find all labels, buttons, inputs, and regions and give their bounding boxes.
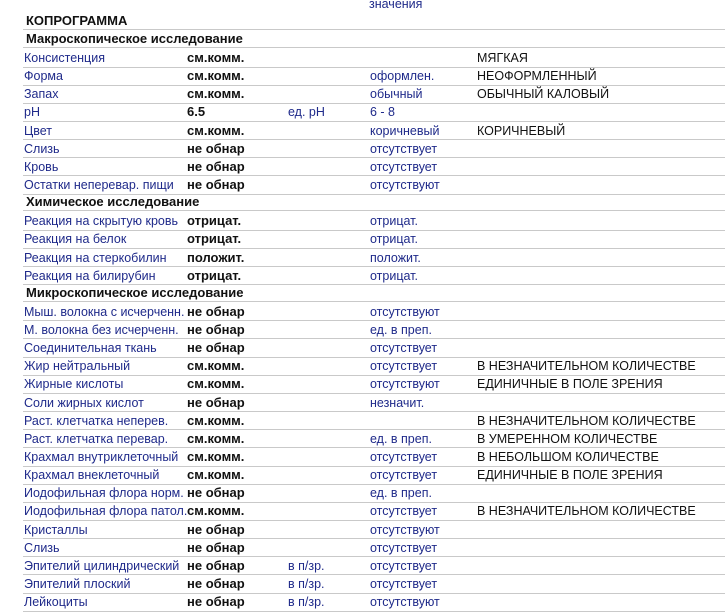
table-row [23, 357, 725, 376]
test-name: Консистенция [24, 51, 105, 65]
test-name: Жирные кислоты [24, 377, 124, 392]
test-name: Слизь [24, 141, 60, 156]
test-name: Иодофильная флора норм. [24, 486, 184, 501]
table-row [23, 521, 725, 540]
test-name: Раст. клетчатка перевар. [24, 431, 169, 446]
test-name: Раст. клетчатка неперев. [24, 413, 169, 428]
reference-value: оформлен. [370, 69, 435, 84]
reference-value: отсутствует [370, 468, 438, 483]
test-result: не обнар [187, 539, 245, 555]
report-title-text: КОПРОГРАММА [26, 13, 128, 28]
test-name: Цвет [24, 123, 53, 138]
test-comment: В НЕБОЛЬШОМ КОЛИЧЕСТВЕ [477, 450, 659, 464]
test-result: положит. [187, 249, 245, 265]
test-result: не обнар [187, 340, 245, 356]
test-name: Реакция на билирубин [24, 268, 156, 283]
test-result: 6.5 [187, 104, 206, 120]
table-row [23, 158, 725, 177]
table-row [23, 448, 725, 467]
reference-value: 6 - 8 [370, 105, 396, 120]
test-unit: ед. pH [288, 105, 325, 120]
test-unit: в п/зр. [288, 595, 325, 610]
test-comment: В НЕЗНАЧИТЕЛЬНОМ КОЛИЧЕСТВЕ [477, 359, 696, 374]
test-result: не обнар [187, 321, 245, 337]
report-title [23, 13, 725, 30]
reference-value: отсутствует [370, 141, 438, 156]
test-result: см.комм. [187, 68, 245, 84]
test-comment: В НЕЗНАЧИТЕЛЬНОМ КОЛИЧЕСТВЕ [477, 504, 696, 519]
test-name: Форма [24, 69, 63, 84]
test-name: Соединительная ткань [24, 341, 157, 356]
test-result: не обнар [187, 177, 245, 193]
test-name: Лейкоциты [24, 595, 88, 610]
reference-value: отрицат. [370, 268, 418, 283]
test-name: Реакция на стеркобилин [24, 250, 167, 265]
table-row [23, 484, 725, 503]
table-row [23, 103, 725, 122]
reference-value: отрицат. [370, 232, 418, 247]
test-result: не обнар [187, 140, 245, 156]
test-comment: В НЕЗНАЧИТЕЛЬНОМ КОЛИЧЕСТВЕ [477, 413, 696, 428]
reference-value: отсутствует [370, 504, 438, 519]
test-comment: ЕДИНИЧНЫЕ В ПОЛЕ ЗРЕНИЯ [477, 468, 663, 483]
table-row [23, 394, 725, 413]
reference-value: отсутствует [370, 450, 438, 464]
test-result: см.комм. [187, 449, 245, 464]
test-result: не обнар [187, 594, 245, 610]
reference-value: отсутствуют [370, 522, 440, 537]
test-name: Кровь [24, 159, 59, 174]
test-unit: в п/зр. [288, 577, 325, 592]
table-row [23, 539, 725, 558]
table-row [23, 67, 725, 86]
reference-value: отсутствует [370, 359, 438, 374]
test-comment: ЕДИНИЧНЫЕ В ПОЛЕ ЗРЕНИЯ [477, 377, 663, 392]
reference-column-header: значения [369, 0, 423, 11]
reference-value: ед. в преп. [370, 486, 432, 501]
reference-value: отсутствуют [370, 178, 440, 193]
test-name: Запах [24, 87, 59, 102]
section-title: Микроскопическое исследование [26, 284, 244, 300]
table-row [23, 176, 725, 195]
table-row [23, 49, 725, 68]
test-name: Кристаллы [24, 522, 88, 537]
test-result: см.комм. [187, 358, 245, 374]
test-comment: В УМЕРЕННОМ КОЛИЧЕСТВЕ [477, 431, 658, 446]
test-result: отрицат. [187, 213, 242, 229]
test-name: Иодофильная флора патол. [24, 504, 188, 519]
table-row [23, 375, 725, 394]
test-name: Реакция на белок [24, 232, 127, 247]
reference-value: отсутствуют [370, 304, 440, 319]
reference-value: отсутствует [370, 159, 438, 174]
test-result: не обнар [187, 158, 245, 174]
table-row [23, 122, 725, 141]
test-result: отрицат. [187, 267, 242, 283]
reference-value: обычный [370, 87, 423, 102]
table-row [23, 212, 725, 231]
table-row [23, 140, 725, 159]
test-result: не обнар [187, 576, 245, 592]
reference-value: отсутствуют [370, 377, 440, 392]
test-result: см.комм. [187, 376, 245, 392]
table-row [23, 303, 725, 322]
test-name: pH [24, 105, 40, 120]
reference-value: отсутствует [370, 577, 438, 592]
test-result: см.комм. [187, 412, 245, 428]
test-comment: МЯГКАЯ [477, 51, 528, 65]
test-result: см.комм. [187, 503, 245, 519]
table-row [23, 339, 725, 358]
section-title: Химическое исследование [26, 194, 200, 210]
table-row [23, 593, 725, 612]
test-result: см.комм. [187, 86, 245, 102]
test-comment: НЕОФОРМЛЕННЫЙ [477, 69, 597, 84]
test-result: не обнар [187, 303, 245, 319]
test-name: Эпителий плоский [24, 577, 131, 592]
table-row [23, 85, 725, 104]
test-unit: в п/зр. [288, 558, 325, 573]
test-result: см.комм. [187, 122, 245, 138]
test-result: не обнар [187, 557, 245, 573]
table-row [23, 557, 725, 576]
table-row [23, 412, 725, 431]
table-row [23, 321, 725, 340]
reference-value: положит. [370, 250, 421, 265]
section-header [23, 31, 725, 48]
reference-value: ед. в преп. [370, 431, 432, 446]
reference-value: отрицат. [370, 214, 418, 229]
section-header [23, 285, 725, 302]
test-result: не обнар [187, 485, 245, 501]
table-row [23, 267, 725, 286]
test-name: Реакция на скрытую кровь [24, 214, 179, 229]
test-name: Мыш. волокна с исчерченн. [24, 304, 185, 319]
test-result: не обнар [187, 521, 245, 537]
reference-value: коричневый [370, 123, 440, 138]
reference-value: отсутствуют [370, 595, 440, 610]
table-row [23, 230, 725, 249]
reference-value: отсутствует [370, 540, 438, 555]
test-name: Крахмал внутриклеточный [24, 450, 179, 464]
test-name: М. волокна без исчерченн. [24, 322, 179, 337]
table-row [23, 575, 725, 594]
table-row [23, 430, 725, 449]
reference-value: отсутствует [370, 341, 438, 356]
test-result: см.комм. [187, 430, 245, 446]
test-name: Остатки неперевар. пищи [24, 178, 174, 193]
test-name: Крахмал внеклеточный [24, 468, 160, 483]
test-comment: КОРИЧНЕВЫЙ [477, 123, 566, 138]
test-result: отрицат. [187, 231, 242, 247]
test-result: не обнар [187, 394, 245, 410]
test-name: Жир нейтральный [24, 359, 131, 374]
test-name: Соли жирных кислот [24, 395, 144, 410]
reference-value: ед. в преп. [370, 322, 432, 337]
test-comment: ОБЫЧНЫЙ КАЛОВЫЙ [477, 87, 610, 102]
test-result: см.комм. [187, 50, 245, 65]
table-row [23, 249, 725, 268]
test-result: см.комм. [187, 467, 245, 483]
reference-value: незначит. [370, 395, 425, 410]
table-row [23, 502, 725, 521]
test-name: Слизь [24, 540, 60, 555]
section-title: Макроскопическое исследование [26, 31, 243, 46]
test-name: Эпителий цилиндрический [24, 558, 180, 573]
section-header [23, 194, 725, 211]
table-row [23, 466, 725, 485]
reference-value: отсутствует [370, 558, 438, 573]
